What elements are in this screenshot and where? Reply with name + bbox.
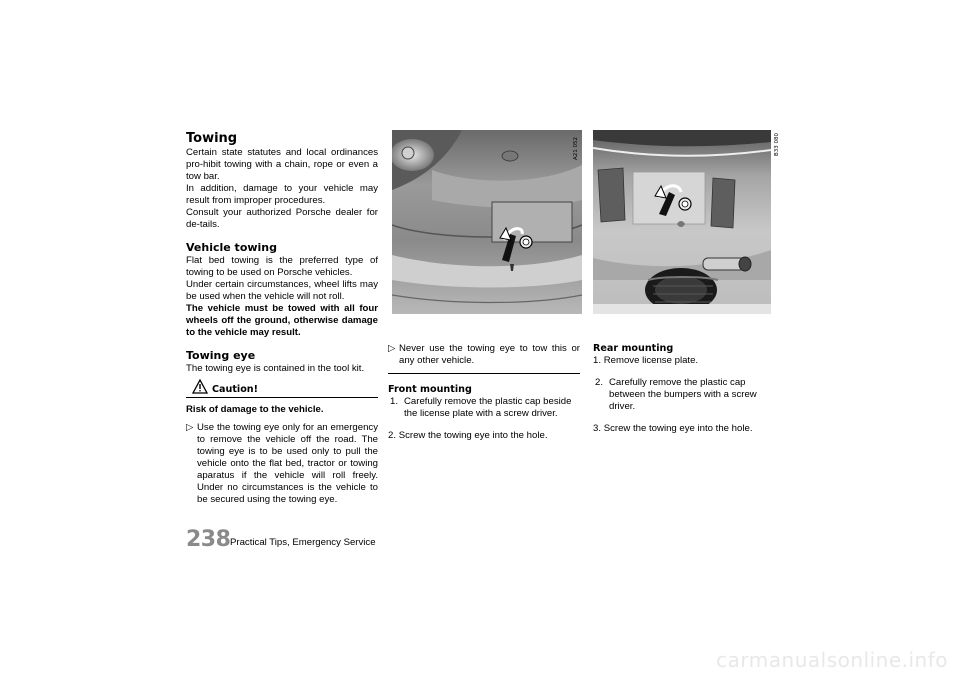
step-number: 2.	[595, 377, 604, 388]
towing-paragraph-3: Consult your authorized Porsche dealer for de-tails.	[186, 207, 378, 230]
never-tow-bullet	[388, 343, 580, 367]
step-number: 1.	[390, 396, 399, 407]
vehicle-towing-paragraph-1: Flat bed towing is the preferred type of towing to be used on Porsche vehicles.	[186, 255, 378, 278]
step-text: Screw the towing eye into the hole.	[398, 430, 548, 441]
vehicle-towing-heading: Vehicle towing	[186, 241, 278, 254]
risk-statement: Risk of damage to the vehicle.	[186, 404, 324, 415]
rear-photo-code: B33 080	[774, 132, 780, 156]
step-text: Carefully remove the plastic cap between the bumpers with a screw driver.	[609, 377, 757, 412]
towing-eye-heading: Towing eye	[186, 349, 256, 362]
page-number: 238	[186, 527, 231, 552]
divider	[388, 373, 580, 374]
step-number: 1.	[593, 355, 602, 366]
section-title: Practical Tips, Emergency Service	[230, 537, 376, 548]
front-bumper-photo	[392, 130, 582, 314]
towing-paragraph-2: In addition, damage to your vehicle may result from improper procedures.	[186, 183, 378, 206]
watermark: carmanualsonline.info	[716, 648, 948, 672]
rear-bumper-photo	[593, 130, 771, 314]
bullet-marker: ▷	[186, 422, 194, 433]
vehicle-towing-warning: The vehicle must be towed with all four wheels off the ground, otherwise damage to the vehicle may result.	[186, 303, 378, 338]
front-photo-code: A21 052	[573, 136, 579, 160]
rear-step-2	[593, 377, 783, 413]
front-step-1	[388, 396, 580, 420]
front-step-2	[388, 430, 580, 442]
never-tow-bullet-text: Never use the towing eye to tow this or any other vehicle.	[399, 343, 580, 366]
vehicle-towing-paragraph-2: Under certain circumstances, wheel lifts may be used when the vehicle will not roll.	[186, 279, 378, 302]
step-number: 3.	[593, 423, 602, 434]
towing-eye-paragraph: The towing eye is contained in the tool kit.	[186, 363, 365, 374]
step-text: Remove license plate.	[603, 355, 699, 366]
caution-label: Caution!	[212, 384, 259, 395]
right-column	[593, 343, 783, 445]
caution-header	[186, 379, 378, 398]
step-text: Screw the towing eye into the hole.	[603, 423, 753, 434]
towing-heading: Towing	[186, 131, 238, 146]
towing-eye-bullet-text: Use the towing eye only for an emergency to remove the vehicle off the road. The towing eye is to be used only to pull the vehicle onto the flat bed, tractor or towing aparatus if the vehicle will roll freely. Under no circumstances is the vehicle to be secured using the towing eye.	[197, 422, 378, 505]
left-column	[186, 131, 378, 506]
step-number: 2.	[388, 430, 397, 441]
towing-eye-bullet	[186, 422, 378, 506]
warning-triangle-icon	[192, 379, 208, 398]
towing-paragraph-1: Certain state statutes and local ordinances pro-hibit towing with a chain, rope or even a tow bar.	[186, 147, 378, 182]
middle-column	[388, 343, 580, 452]
step-text: Carefully remove the plastic cap beside the license plate with a screw driver.	[404, 396, 572, 419]
rear-mounting-heading: Rear mounting	[593, 343, 674, 354]
bullet-marker: ▷	[388, 343, 396, 354]
rear-step-1	[593, 355, 783, 367]
rear-step-3	[593, 423, 783, 435]
front-mounting-heading: Front mounting	[388, 384, 472, 395]
